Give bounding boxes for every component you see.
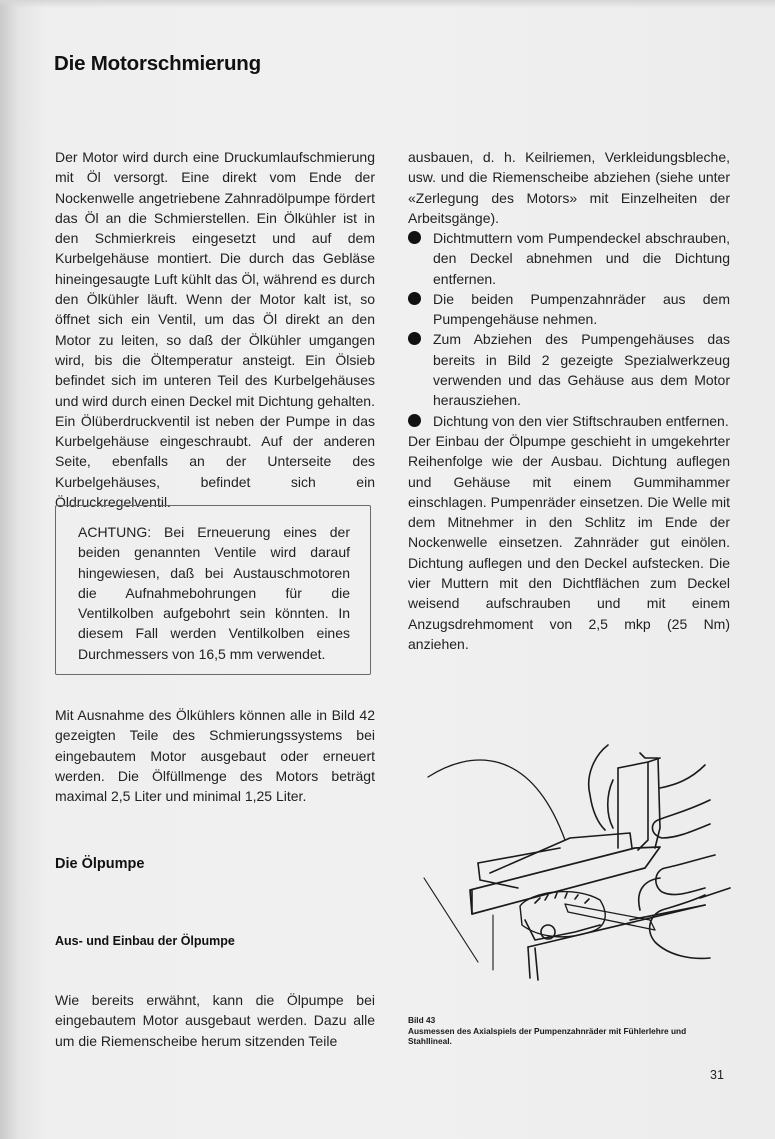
intro-paragraph: Der Motor wird durch eine Druckumlaufschmierung mit Öl versorgt. Eine direkt vom Ende der Nockenwelle angetriebene Zahnradölpumpe fördert das Öl an die Schmierstellen. Ein Ölkühler ist in den Schmierkreis eingesetzt und auf dem Kurbelgehäuse montiert. Die durch das Gebläse hineingesaugte Luft kühlt das Öl, während es durch den Ölkühler läuft. Wenn der Motor kalt ist, so öffnet sich ein Ventil, um das Öl direkt an den Motor zu leiten, so daß der Ölkühler umgangen wird, bis die Öltemperatur ansteigt. Ein Ölsieb befindet sich im unteren Teil des Kurbelgehäuses und wird durch einen Deckel mit Dichtung gehalten. Ein Ölüberdruckventil ist neben der Pumpe in das Kurbelgehäuse eingeschraubt. Auf der anderen Seite, ebenfalls an der Unterseite des Kurbelgehäuses, befindet sich ein Öldruckregelventil.: [55, 149, 375, 511]
figure-caption-text: Ausmessen des Axialspiels der Pumpenzahnräder mit Fühlerlehre und Stahllineal.: [408, 1025, 687, 1046]
removal-paragraph: Wie bereits erwähnt, kann die Ölpumpe bei eingebautem Motor ausgebaut werden. Dazu alle um die Riemenscheibe herum sitzenden Teile: [55, 992, 375, 1049]
step-text: Dichtung von den vier Stiftschrauben entfernen.: [433, 412, 729, 429]
figure-illustration: [400, 720, 740, 990]
step-text: Die beiden Pumpenzahnräder aus dem Pumpengehäuse nehmen.: [433, 290, 730, 328]
list-item: [408, 228, 730, 289]
continued-paragraph: ausbauen, d. h. Keilriemen, Verkleidungsbleche, usw. und die Riemenscheibe abziehen (siehe unter «Zerlegung des Motors» mit Einzelheiten der Arbeitsgänge).: [408, 149, 730, 226]
installation-paragraph: Der Einbau der Ölpumpe geschieht in umgekehrter Reihenfolge wie der Ausbau. Dichtung auflegen und Gehäuse mit einem Gummihammer einschlagen. Pumpenräder einsetzen. Die Welle mit dem Mitnehmer in den Schlitz im Ende der Nockenwelle einsetzen. Zahnräder gut einölen. Dichtung auflegen und den Deckel aufstecken. Die vier Muttern mit den Dichtflächen zum Deckel weisend aufschrauben und mit einem Anzugsdrehmoment von 2,5 mkp (25 Nm) anziehen.: [408, 433, 730, 652]
page-title: Die Motorschmierung: [54, 52, 261, 75]
bullet-dot-icon: [408, 292, 421, 305]
warning-text: ACHTUNG: Bei Erneuerung eines der beiden genannten Ventile wird darauf hingewiesen, daß bei Austauschmotoren die Aufnahmebohrungen für die Ventilkolben aufgebohrt sein könnten. In diesem Fall werden Ventilkolben eines Durchmessers von 16,5 mm verwendet.: [78, 524, 350, 662]
bullet-dot-icon: [408, 332, 421, 345]
list-item: [408, 289, 730, 330]
measuring-illustration-icon: [400, 720, 740, 990]
page-shadow: [0, 0, 775, 8]
section-heading-oelpumpe: Die Ölpumpe: [55, 856, 145, 872]
bullet-dot-icon: [408, 231, 421, 244]
step-text: Dichtmuttern vom Pumpendeckel abschrauben, den Deckel abnehmen und die Dichtung entfernen.: [433, 230, 730, 287]
list-item: [408, 329, 730, 410]
page-number: 31: [710, 1068, 724, 1082]
bullet-dot-icon: [408, 414, 421, 427]
list-item: [408, 411, 730, 431]
capacity-paragraph: Mit Ausnahme des Ölkühlers können alle in Bild 42 gezeigten Teile des Schmierungssystems bei eingebautem Motor ausgebaut oder erneuert werden. Die Ölfüllmenge des Motors beträgt maximal 2,5 Liter und minimal 1,25 Liter.: [55, 707, 375, 805]
step-text: Zum Abziehen des Pumpengehäuses das bereits in Bild 2 gezeigte Spezialwerkzeug verwenden und das Gehäuse aus dem Motor herausziehen.: [433, 331, 730, 409]
figure-label: Bild 43: [408, 1015, 436, 1025]
figure-caption: [408, 1015, 730, 1047]
subsection-heading-aus-einbau: Aus- und Einbau der Ölpumpe: [55, 934, 235, 948]
removal-steps-list: [408, 228, 730, 431]
